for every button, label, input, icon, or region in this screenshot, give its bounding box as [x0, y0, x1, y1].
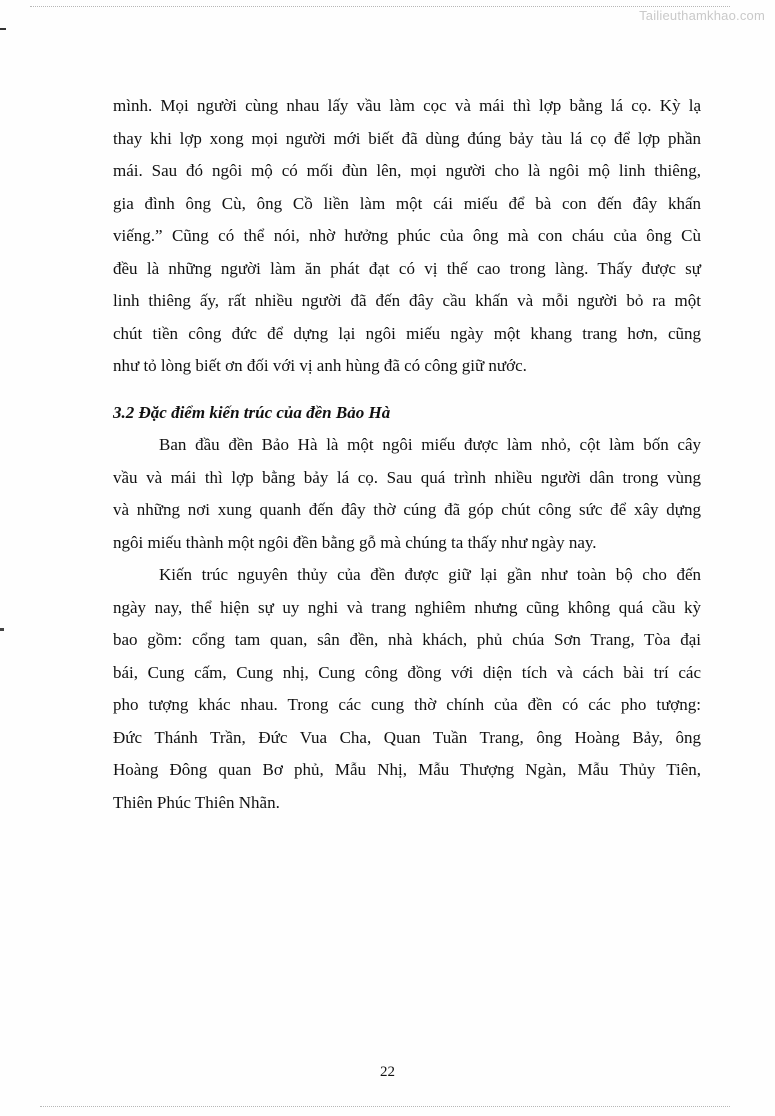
scan-artifact-left-2	[0, 628, 4, 631]
paragraph-2	[113, 429, 701, 559]
page-number: 22	[380, 1064, 395, 1080]
text-line: và những nơi xung quanh đến đây thờ cúng đã góp chút công sức để xây dựng	[113, 500, 701, 519]
scan-artifact-top	[30, 6, 730, 11]
section-heading: 3.2 Đặc điểm kiến trúc của đền Bảo Hà	[113, 402, 391, 422]
text-line: mái. Sau đó ngôi mộ có mối đùn lên, mọi người cho là ngôi mộ linh thiêng,	[113, 161, 701, 180]
paragraph-3	[113, 559, 701, 819]
text-line: gia đình ông Cù, ông Cồ liền làm một cái miếu để bà con đến đây khấn	[113, 193, 701, 213]
text-line: đều là những người làm ăn phát đạt có vị thế cao trong làng. Thấy được sự	[113, 258, 701, 278]
body-text	[113, 90, 701, 819]
text-line: bái, Cung cấm, Cung nhị, Cung công đồng với diện tích và cách bài trí các	[113, 662, 701, 682]
paragraph-1	[113, 90, 701, 383]
text-line: linh thiêng ấy, rất nhiều người đã đến đây cầu khấn và mỗi người bỏ ra một	[113, 291, 701, 310]
text-line: thay khi lợp xong mọi người mới biết đã dùng đúng bảy tàu lá cọ để lợp phần	[113, 128, 701, 148]
text-line: viếng.” Cũng có thể nói, nhờ hưởng phúc của ông mà con cháu của ông Cù	[113, 226, 701, 245]
text-line: ngày nay, thể hiện sự uy nghi và trang nghiêm nhưng cũng không quá cầu kỳ	[113, 597, 701, 617]
scan-artifact-bottom	[40, 1106, 730, 1111]
text-line: pho tượng khác nhau. Trong các cung thờ chính của đền có các pho tượng:	[113, 695, 701, 714]
text-line: Ban đầu đền Bảo Hà là một ngôi miếu được làm nhỏ, cột làm bốn cây	[159, 435, 701, 454]
text-line: như tỏ lòng biết ơn đối với vị anh hùng đã có công giữ nước.	[113, 356, 527, 375]
text-line: vầu và mái thì lợp bằng bảy lá cọ. Sau quá trình nhiều người dân trong vùng	[113, 467, 701, 487]
text-line: Thiên Phúc Thiên Nhãn.	[113, 792, 280, 812]
text-line: Kiến trúc nguyên thủy của đền được giữ lại gần như toàn bộ cho đến	[159, 565, 701, 584]
text-line: Hoàng Đông quan Bơ phủ, Mẫu Nhị, Mẫu Thượng Ngàn, Mẫu Thủy Tiên,	[113, 760, 701, 779]
text-line: bao gồm: cổng tam quan, sân đền, nhà khách, phủ chúa Sơn Trang, Tòa đại	[113, 630, 701, 649]
text-line: Đức Thánh Trần, Đức Vua Cha, Quan Tuần Trang, ông Hoàng Bảy, ông	[113, 727, 701, 747]
text-line: mình. Mọi người cùng nhau lấy vầu làm cọc và mái thì lợp bằng lá cọ. Kỳ lạ	[113, 96, 701, 115]
scan-artifact-left	[0, 28, 6, 30]
watermark: Tailieuthamkhao.com	[639, 8, 765, 23]
text-line: chút tiền công đức để dựng lại ngôi miếu ngày một khang trang hơn, cũng	[113, 323, 701, 343]
text-line: ngôi miếu thành một ngôi đền bằng gỗ mà chúng ta thấy như ngày nay.	[113, 532, 597, 552]
